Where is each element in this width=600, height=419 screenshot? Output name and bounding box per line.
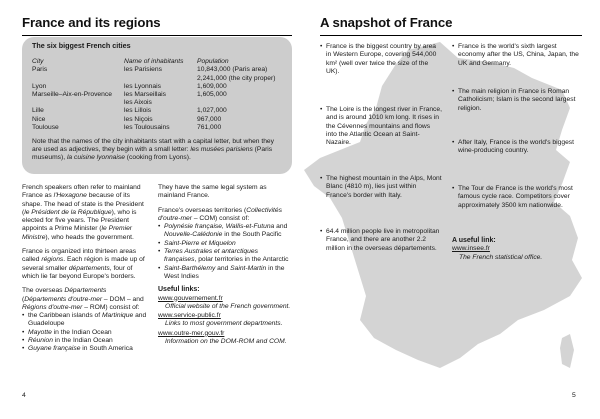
left-title-bar — [22, 14, 292, 36]
cities-table — [32, 58, 282, 132]
fact-economy: • France is the world's sixth largest economy after the US, China, Japan, the UK and Germany. — [452, 43, 582, 68]
cities-box — [22, 37, 292, 174]
link-outre-mer[interactable]: www.outre-mer.gouv.fr — [158, 329, 225, 337]
table-row — [32, 107, 282, 115]
useful-link-section — [452, 237, 582, 263]
population-cell: 1,609,000 — [197, 82, 227, 90]
fact-wine: • After Italy, France is the world's biggest wine-producing country. — [452, 139, 582, 156]
inhabitants-cell — [124, 75, 197, 83]
page-title: France and its regions — [22, 15, 161, 30]
link-description: Links to most government departments. — [165, 320, 283, 328]
list-item: • Guyane française in South America — [22, 345, 148, 353]
dom-list — [22, 312, 148, 353]
link-service-public[interactable]: www.service-public.fr — [158, 312, 221, 320]
link-description: Information on the DOM-ROM and COM. — [165, 338, 287, 346]
paragraph: They have the same legal system as mainland France. — [158, 184, 267, 200]
table-row — [32, 124, 282, 132]
population-cell: 1,027,000 — [197, 107, 227, 115]
table-row — [32, 99, 282, 107]
link-description: The French statistical office. — [459, 253, 543, 261]
inhabitants-cell: les Niçois — [124, 115, 153, 123]
city-cell — [32, 75, 124, 83]
note-text: Note that the names of the city inhabitants start with a capital letter, but when they are used as adjectives, they begin with a small letter: — [32, 138, 274, 154]
page-number: 4 — [22, 392, 26, 399]
link-insee[interactable]: www.insee.fr — [452, 245, 490, 253]
list-item: • Polynésie française, Wallis-et-Futuna and Nouvelle-Calédonie in the South Pacific — [158, 223, 292, 240]
fact-area: • France is the biggest country by area in Western Europe, covering 544,000 km² (well over twice the size of the UK). — [320, 43, 442, 76]
header-population: Population — [197, 58, 229, 66]
right-title-bar — [320, 14, 582, 36]
fact-tour-de-france: • The Tour de France is the world's most famous cycle race. Competitors cover approximately 3500 km nationwide. — [452, 185, 582, 210]
inhabitants-cell: les Toulousains — [124, 123, 170, 131]
table-row — [32, 91, 282, 99]
page-number: 5 — [572, 392, 576, 399]
table-row — [32, 116, 282, 124]
population-cell: 967,000 — [197, 115, 222, 123]
paragraph: French speakers often refer to mainland France as l'Hexagone because of its shape. The head of state is the President (le Président de la République), who is elected for five years. The President appoints a Prime Minister (le Premier Ministre), who heads the government. — [22, 184, 144, 241]
population-cell: 761,000 — [197, 123, 222, 131]
left-column-a — [22, 184, 148, 354]
note-italic: les musées parisiens — [190, 146, 253, 154]
city-cell: Nice — [32, 115, 46, 123]
fact-population: • 64.4 million people live in metropolitan France, and there are another 2.2 million in the overseas départements. — [320, 228, 442, 253]
paragraph: France's overseas territories (Collectivités d'outre-mer – COM) consist of: — [158, 206, 282, 222]
inhabitants-cell: les Aixois — [124, 99, 152, 107]
city-cell: Marseille–Aix-en-Provence — [32, 91, 112, 99]
right-page — [300, 0, 600, 419]
list-item: • Terres Australes et antarctiques françaises, polar territories in the Antarctic — [158, 248, 292, 265]
city-cell: Paris — [32, 66, 48, 74]
table-row — [32, 66, 282, 74]
list-item: • Saint-Pierre et Miquelon — [158, 240, 292, 248]
com-list — [158, 223, 292, 281]
list-item: • Réunion in the Indian Ocean — [22, 337, 148, 345]
link-description: Official website of the French government. — [165, 302, 291, 310]
table-row — [32, 83, 282, 91]
note-text: (Paris museums), — [32, 146, 273, 162]
useful-links-title: Useful links: — [158, 286, 200, 294]
paragraph: France is organized into thirteen areas called régions. Each région is made up of several smaller départements, four of which lie far beyond Europe's borders. — [22, 248, 145, 280]
table-header-row — [32, 58, 282, 66]
header-city: City — [32, 58, 44, 66]
city-cell: Lille — [32, 107, 44, 115]
fact-loire: • The Loire is the longest river in France, and is around 1010 km long. It rises in the Cévennes mountains and flows into the Atlantic Ocean at Saint-Nazaire. — [320, 106, 442, 147]
left-column-b — [158, 184, 292, 347]
inhabitants-cell: les Lillois — [124, 107, 152, 115]
paragraph: The overseas Départements (Départements d'outre-mer – DOM – and Régions d'outre-mer – ROM) consist of: — [22, 287, 144, 311]
city-cell — [32, 99, 124, 107]
header-inhabitants: Name of inhabitants — [124, 58, 184, 66]
cities-note — [32, 138, 282, 163]
population-cell: 1,605,000 — [197, 91, 227, 99]
list-item: • the Caribbean islands of Martinique and Guadeloupe — [22, 312, 148, 329]
city-cell: Toulouse — [32, 123, 59, 131]
note-italic: la cuisine lyonnaise — [66, 154, 125, 162]
population-cell: 2,241,000 (the city proper) — [197, 74, 276, 82]
population-cell: 10,843,000 (Paris area) — [197, 66, 268, 74]
list-item: • Mayotte in the Indian Ocean — [22, 329, 148, 337]
fact-mont-blanc: • The highest mountain in the Alps, Mont Blanc (4810 m), lies just within France's border with Italy. — [320, 175, 442, 200]
note-text: (cooking from Lyons). — [124, 154, 191, 162]
population-cell — [197, 99, 282, 107]
list-item: • Saint-Barthélemy and Saint-Martin in the West Indies — [158, 265, 292, 282]
page-title: A snapshot of France — [320, 15, 453, 30]
table-row — [32, 75, 282, 83]
useful-link-title: A useful link: — [452, 237, 496, 244]
city-cell: Lyon — [32, 82, 47, 90]
fact-religion: • The main religion in France is Roman Catholicism; Islam is the second largest religion. — [452, 88, 582, 113]
inhabitants-cell: les Marseillais — [124, 91, 166, 99]
cities-box-title: The six biggest French cities — [32, 41, 131, 50]
link-gouvernement[interactable]: www.gouvernement.fr — [158, 294, 223, 302]
inhabitants-cell: les Lyonnais — [124, 82, 161, 90]
inhabitants-cell: les Parisiens — [124, 66, 162, 74]
